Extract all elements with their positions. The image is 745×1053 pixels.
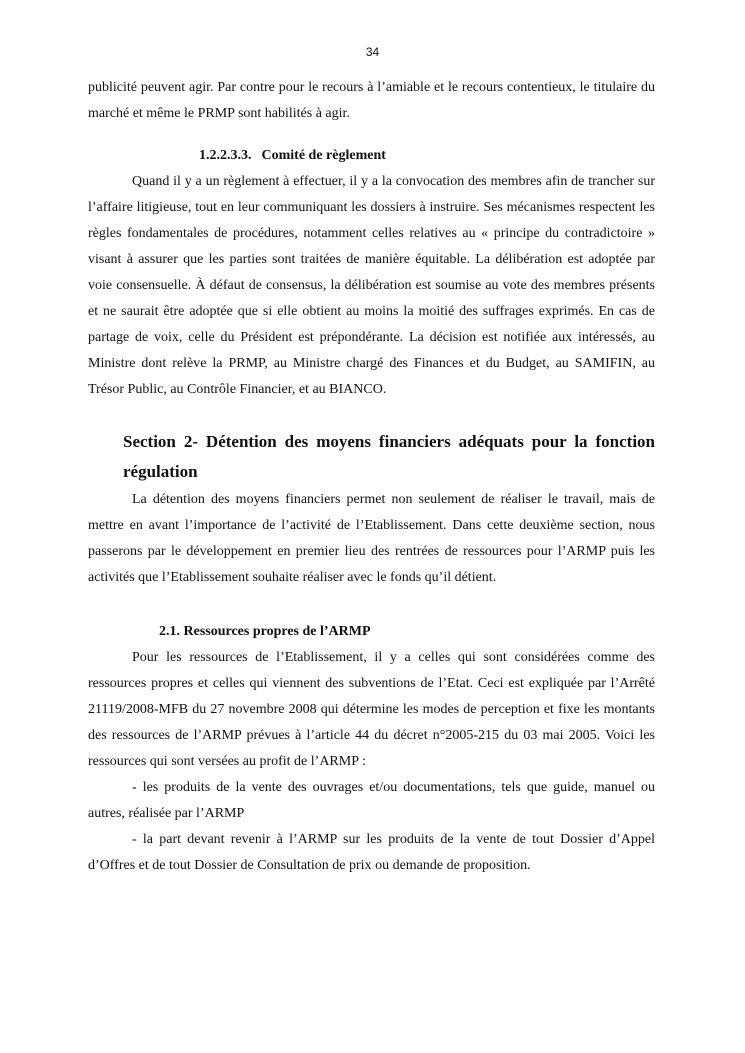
document-body bbox=[88, 75, 655, 879]
list-item: - les produits de la vente des ouvrages et/ou documentations, tels que guide, manuel ou autres, réalisée par l’ARMP bbox=[88, 780, 655, 821]
list-item: - la part devant revenir à l’ARMP sur les produits de la vente de tout Dossier d’Appel d’Offres et de tout Dossier de Consultation de prix ou demande de proposition. bbox=[88, 832, 655, 873]
section-2-paragraph: La détention des moyens financiers permet non seulement de réaliser le travail, mais de mettre en avant l’importance de l’activité de l’Etablissement. Dans cette deuxième section, nous passerons par le développement en premier lieu des rentrées de ressources pour l’ARMP puis les activités que l’Etablissement souhaite réaliser avec le fonds qu’il détient. bbox=[88, 492, 655, 585]
comite-paragraph: Quand il y a un règlement à effectuer, il y a la convocation des membres afin de trancher sur l’affaire litigieuse, tout en leur communiquant les dossiers à instruire. Ses mécanismes respectent les règles fondamentales de procédures, notamment celles relatives au « principe du contradictoire » visant à assurer que les parties sont traitées de manière équitable. La délibération est adoptée par voie consensuelle. À défaut de consensus, la délibération est soumise au vote des membres présents et ne saurait être adoptée que si elle obtient au moins la moitié des suffrages exprimés. En cas de partage de voix, celle du Président est prépondérante. La décision est notifiée aux intéressés, au Ministre dont relève la PRMP, au Ministre chargé des Finances et du Budget, au SAMIFIN, au Trésor Public, au Contrôle Financier, et au BIANCO. bbox=[88, 174, 655, 397]
intro-paragraph: publicité peuvent agir. Par contre pour le recours à l’amiable et le recours contentieux, le titulaire du marché et même le PRMP sont habilités à agir. bbox=[88, 80, 655, 121]
subsection-number: 1.2.2.3.3. bbox=[199, 148, 252, 163]
subsection-heading-ressources: 2.1. Ressources propres de l’ARMP bbox=[159, 624, 371, 639]
section-2-title: Section 2- Détention des moyens financiers adéquats pour la fonction régulation bbox=[123, 432, 655, 481]
subsection-title: Comité de règlement bbox=[261, 148, 386, 163]
ressources-paragraph: Pour les ressources de l’Etablissement, il y a celles qui sont considérées comme des ressources propres et celles qui viennent des subventions de l’Etat. Ceci est expliquée par l’Arrêté 21119/2008-MFB du 27 novembre 2008 qui détermine les modes de perception et fixe les montants des ressources de l’ARMP prévues à l’article 44 du décret n°2005-215 du 03 mai 2005. Voici les ressources qui sont versées au profit de l’ARMP : bbox=[88, 650, 655, 769]
subsection-heading-comite bbox=[88, 143, 655, 169]
page-number: 34 bbox=[365, 45, 380, 59]
